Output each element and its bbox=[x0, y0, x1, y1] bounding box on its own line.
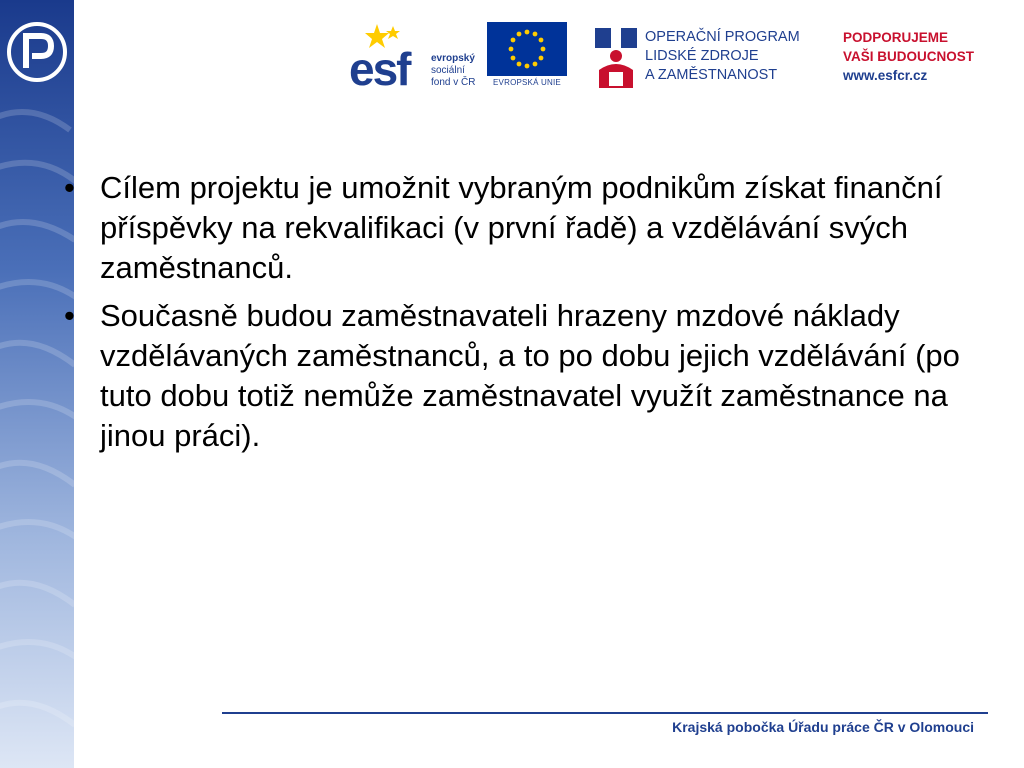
slogan-line1: PODPORUJEME bbox=[843, 30, 949, 45]
op-line2: LIDSKÉ ZDROJE bbox=[645, 48, 759, 64]
bullet-marker: • bbox=[64, 298, 75, 333]
bullet-marker: • bbox=[64, 170, 75, 205]
eu-caption: EVROPSKÁ UNIE bbox=[493, 78, 561, 87]
esf-wordmark: esf bbox=[349, 43, 410, 95]
support-slogan bbox=[843, 20, 999, 92]
left-decorative-band bbox=[0, 0, 74, 768]
urad-prace-logo bbox=[6, 20, 68, 84]
op-lzz-text bbox=[645, 28, 800, 85]
esf-caption bbox=[431, 53, 475, 89]
footer-divider bbox=[222, 712, 988, 714]
esf-line1: evropský bbox=[431, 53, 475, 64]
bullet-item bbox=[64, 296, 964, 456]
op-line1: OPERAČNÍ PROGRAM bbox=[645, 29, 800, 45]
op-line3: A ZAMĚSTNANOST bbox=[645, 67, 778, 83]
footer-caption: Krajská pobočka Úřadu práce ČR v Olomouci bbox=[672, 719, 974, 735]
bullet-text: Současně budou zaměstnavateli hrazeny mzdové náklady vzdělávaných zaměstnanců, a to po dobu jejich vzdělávání (po tuto dobu totiž nemůže zaměstnavatel využít zaměstnance na jinou práci). bbox=[100, 298, 960, 453]
bullet-item bbox=[64, 168, 964, 288]
slide-content bbox=[64, 168, 964, 464]
header-logos bbox=[349, 20, 999, 95]
esf-line2: sociální bbox=[431, 65, 465, 76]
op-lzz-logo bbox=[593, 20, 833, 92]
eu-logo bbox=[487, 20, 567, 92]
background-pattern bbox=[0, 0, 74, 768]
op-lzz-figure-icon bbox=[593, 22, 639, 88]
esf-logo bbox=[349, 20, 485, 95]
esf-line3: fond v ČR bbox=[431, 77, 476, 88]
bullet-text: Cílem projektu je umožnit vybraným podnikům získat finanční příspěvky na rekvalifikaci (v první řadě) a vzdělávání svých zaměstnanců. bbox=[100, 170, 943, 285]
esf-website-link[interactable]: www.esfcr.cz bbox=[843, 68, 928, 83]
slogan-line2: VAŠI BUDOUCNOST bbox=[843, 49, 975, 64]
eu-flag-icon bbox=[487, 22, 567, 76]
